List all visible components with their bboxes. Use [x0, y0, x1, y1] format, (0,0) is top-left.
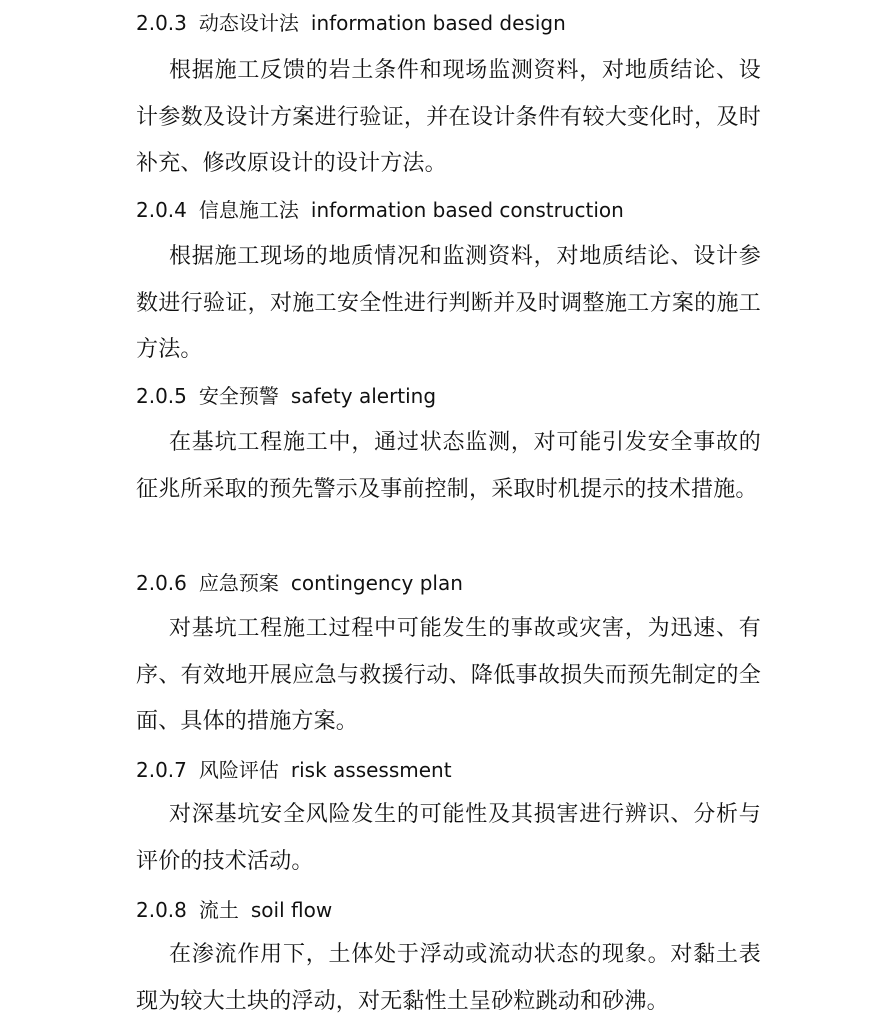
term-heading	[136, 3, 566, 43]
term-chinese-name: 动态设计法	[198, 11, 299, 35]
term-english-name: risk assessment	[290, 758, 452, 782]
term-definition: 根据施工反馈的岩土条件和现场监测资料，对地质结论、设计参数及设计方案进行验证，并在设计条件有较大变化时，及时补充、修改原设计的设计方法。	[136, 58, 761, 176]
term-number: 2.0.5	[136, 384, 187, 408]
term-english-name: information based design	[310, 11, 566, 35]
term-definition: 根据施工现场的地质情况和监测资料，对地质结论、设计参数进行验证，对施工安全性进行判断并及时调整施工方案的施工方法。	[136, 244, 761, 362]
term-definition: 在基坑工程施工中，通过状态监测，对可能引发安全事故的征兆所采取的预先警示及事前控制，采取时机提示的技术措施。	[136, 430, 761, 502]
term-number: 2.0.3	[136, 11, 187, 35]
term-english-name: contingency plan	[290, 571, 463, 595]
term-definition: 对基坑工程施工过程中可能发生的事故或灾害，为迅速、有序、有效地开展应急与救援行动、降低事故损失而预先制定的全面、具体的措施方案。	[136, 616, 761, 734]
term-heading	[136, 750, 452, 790]
term-number: 2.0.6	[136, 571, 187, 595]
term-number: 2.0.7	[136, 758, 187, 782]
term-number: 2.0.4	[136, 198, 187, 222]
term-chinese-name: 安全预警	[198, 384, 279, 408]
term-definition: 对深基坑安全风险发生的可能性及其损害进行辨识、分析与评价的技术活动。	[136, 802, 761, 874]
term-heading	[136, 890, 332, 930]
term-english-name: soil flow	[250, 898, 333, 922]
term-number: 2.0.8	[136, 898, 187, 922]
term-english-name: information based construction	[310, 198, 624, 222]
term-english-name: safety alerting	[290, 384, 437, 408]
term-definition: 在渗流作用下，土体处于浮动或流动状态的现象。对黏土表现为较大土块的浮动，对无黏性土呈砂粒跳动和砂沸。	[136, 942, 761, 1014]
term-chinese-name: 流土	[198, 898, 239, 922]
term-heading	[136, 563, 463, 603]
term-chinese-name: 信息施工法	[198, 198, 299, 222]
term-chinese-name: 风险评估	[198, 758, 279, 782]
term-heading	[136, 190, 624, 230]
term-heading	[136, 376, 436, 416]
term-chinese-name: 应急预案	[198, 571, 279, 595]
